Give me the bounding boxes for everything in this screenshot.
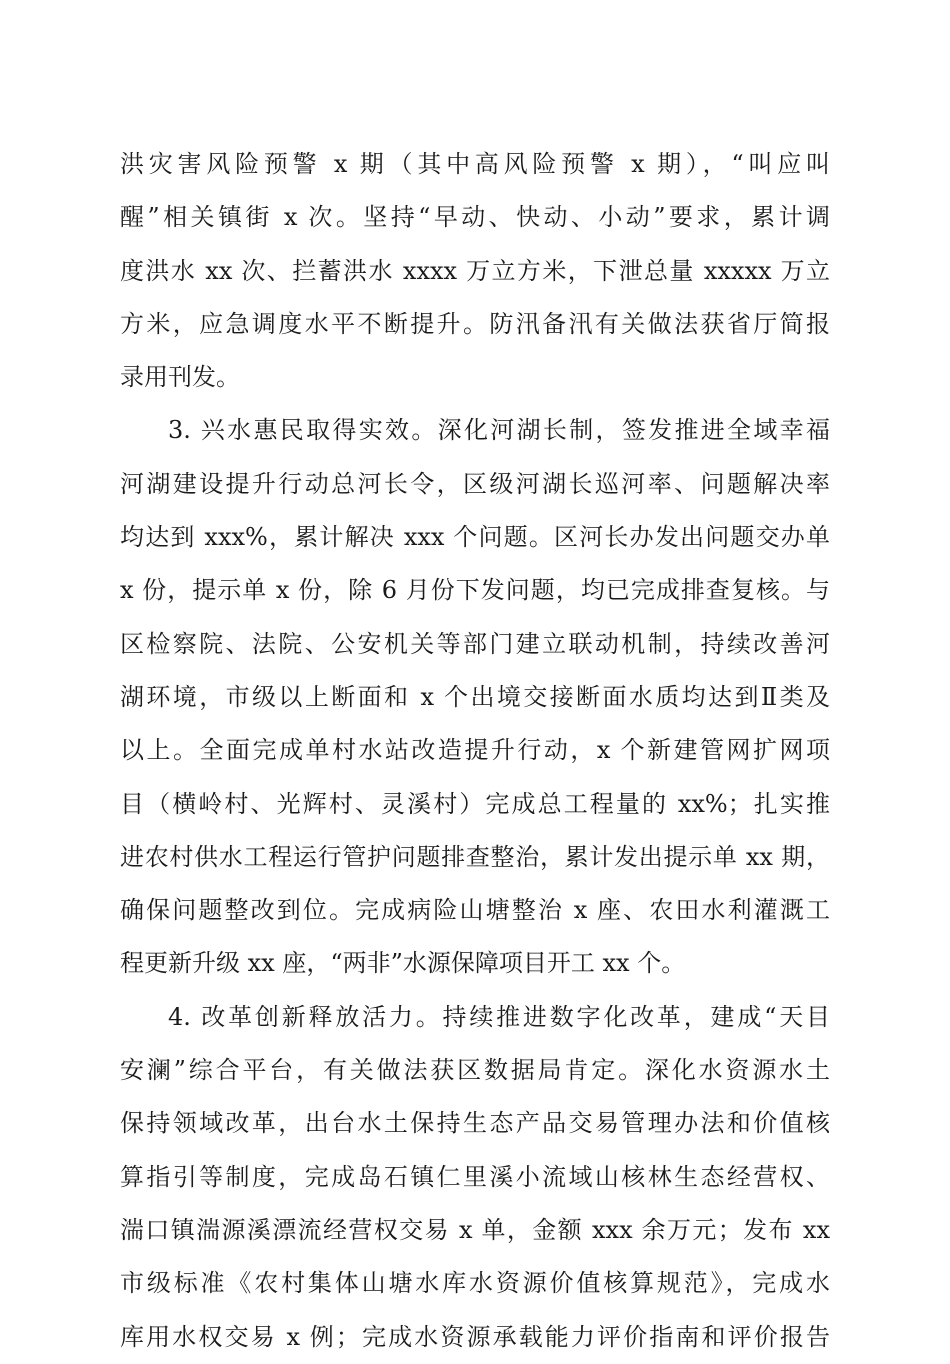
text-line: 湖环境，市级以上断面和 x 个出境交接断面水质均达到Ⅱ类及 <box>120 682 830 711</box>
text-line: 确保问题整改到位。完成病险山塘整治 x 座、农田水利灌溉工 <box>120 896 830 925</box>
text-line: 程更新升级 xx 座，“两非”水源保障项目开工 xx 个。 <box>120 949 686 978</box>
text-line: 度洪水 xx 次、拦蓄洪水 xxxx 万立方米，下泄总量 xxxxx 万立 <box>120 256 830 285</box>
text-line: 方米，应急调度水平不断提升。防汛备汛有关做法获省厅简报 <box>120 309 830 338</box>
text-line: 录用刊发。 <box>120 363 240 392</box>
text-line: 湍口镇湍源溪漂流经营权交易 x 单，金额 xxx 余万元；发布 xx <box>120 1215 830 1244</box>
text-line: 目（横岭村、光辉村、灵溪村）完成总工程量的 xx%；扎实推 <box>120 789 830 818</box>
text-line: 均达到 xxx%，累计解决 xxx 个问题。区河长办发出问题交办单 <box>120 523 830 552</box>
text-line: 4. 改革创新释放活力。持续推进数字化改革，建成“天目 <box>168 1002 830 1031</box>
body-text <box>120 138 830 1364</box>
text-line: 以上。全面完成单村水站改造提升行动，x 个新建管网扩网项 <box>120 736 830 765</box>
text-line: 3. 兴水惠民取得实效。深化河湖长制，签发推进全域幸福 <box>168 416 830 445</box>
text-line: 库用水权交易 x 例；完成水资源承载能力评价指南和评价报告 <box>120 1322 830 1351</box>
paragraph-continuation <box>120 138 830 404</box>
paragraph-item-3 <box>120 404 830 990</box>
text-line: 河湖建设提升行动总河长令，区级河湖长巡河率、问题解决率 <box>120 469 830 498</box>
text-line: 醒”相关镇街 x 次。坚持“早动、快动、小动”要求，累计调 <box>120 203 830 232</box>
paragraph-item-4 <box>120 991 830 1364</box>
text-line: 区检察院、法院、公安机关等部门建立联动机制，持续改善河 <box>120 629 830 658</box>
text-line: x 份，提示单 x 份，除 6 月份下发问题，均已完成排查复核。与 <box>120 576 830 605</box>
text-line: 安澜”综合平台，有关做法获区数据局肯定。深化水资源水土 <box>120 1056 830 1085</box>
text-line: 洪灾害风险预警 x 期（其中高风险预警 x 期），“叫应叫 <box>120 150 830 178</box>
text-line: 算指引等制度，完成岛石镇仁里溪小流域山核林生态经营权、 <box>120 1162 830 1191</box>
text-line: 进农村供水工程运行管护问题排查整治，累计发出提示单 xx 期， <box>120 842 830 871</box>
text-line: 市级标准《农村集体山塘水库水资源价值核算规范》，完成水 <box>120 1269 830 1298</box>
text-line: 保持领域改革，出台水土保持生态产品交易管理办法和价值核 <box>120 1109 830 1138</box>
